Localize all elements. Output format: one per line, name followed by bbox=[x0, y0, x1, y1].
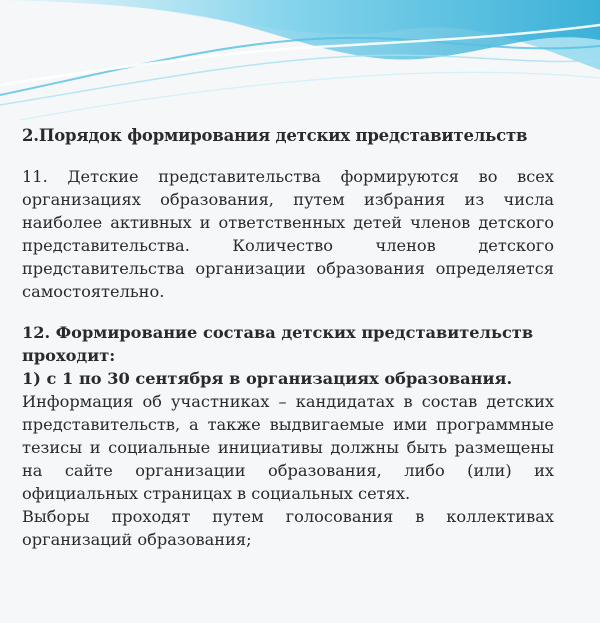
item-12-sub1-text: Информация об участниках – кандидатах в состав детских представительств, а также выдвигаемые ими программные тезисы и социальные инициативы должны быть размещены на сайте организации образования, либо (или) их официальных страницах в социальных сетях. bbox=[22, 392, 554, 503]
document-body bbox=[22, 124, 554, 551]
item-12-sub1-text2: Выборы проходят путем голосования в коллективах организаций образования; bbox=[22, 507, 554, 549]
item-12-title: 12. Формирование состава детских представительств проходит: bbox=[22, 323, 534, 365]
decorative-wave-header bbox=[0, 0, 600, 120]
item-11-paragraph: 11. Детские представительства формируются во всех организациях образования, путем избрания из числа наиболее активных и ответственных детей членов детского представительства. Количество членов детского представительства организации образования определяется самостоятельно. bbox=[22, 167, 554, 301]
item-12-sub1-title: 1) с 1 по 30 сентября в организациях образования. bbox=[22, 369, 513, 388]
section-heading: 2.Порядок формирования детских представительств bbox=[22, 126, 528, 145]
item-12-block bbox=[22, 321, 554, 551]
